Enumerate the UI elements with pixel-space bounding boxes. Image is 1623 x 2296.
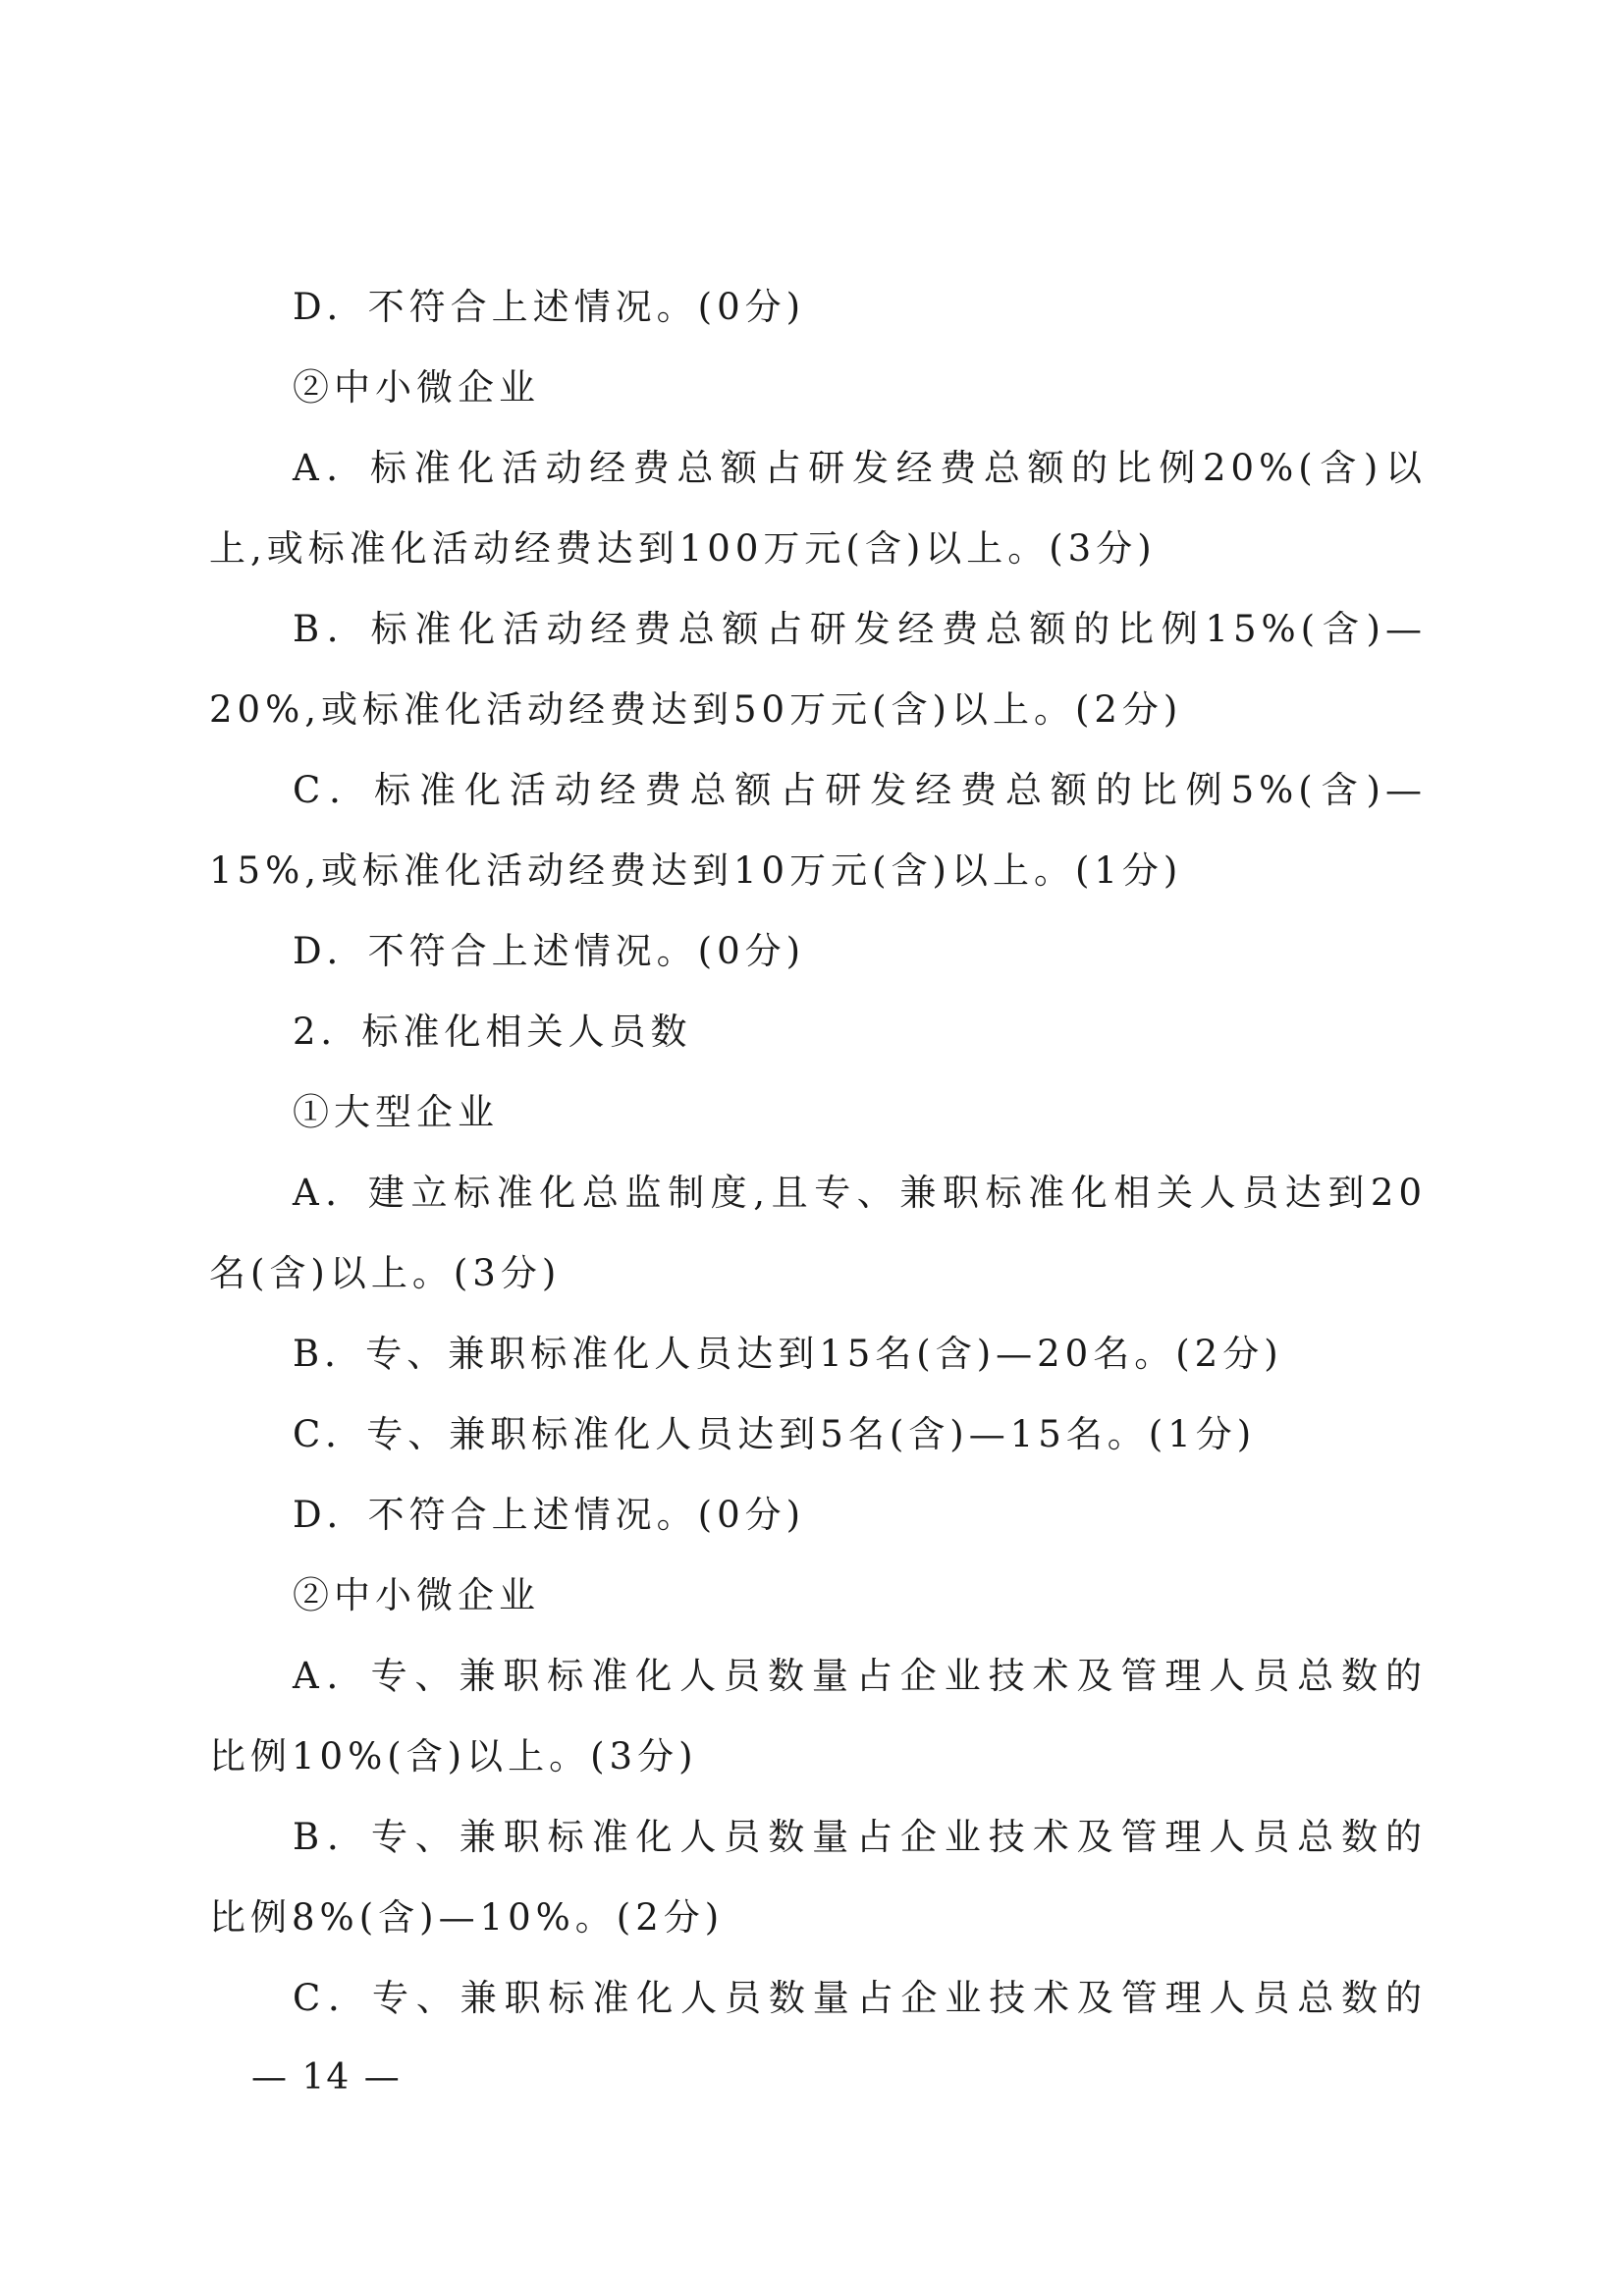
text-line: D．不符合上述情况。(0分): [293, 930, 806, 972]
text-line: 15%,或标准化活动经费达到10万元(含)以上。(1分): [209, 849, 1183, 892]
text-line: 20%,或标准化活动经费达到50万元(含)以上。(2分): [209, 688, 1183, 731]
text-line: 比例10%(含)以上。(3分): [209, 1735, 698, 1777]
text-line: C．专、兼职标准化人员达到5名(含)—15名。(1分): [293, 1413, 1257, 1455]
text-line: A．标准化活动经费总额占研发经费总额的比例20%(含)以: [293, 447, 1427, 489]
text-line: ①大型企业: [293, 1091, 499, 1133]
section-heading: 2．标准化相关人员数: [293, 1011, 692, 1053]
text-line: D．不符合上述情况。(0分): [293, 286, 806, 328]
text-line: 名(含)以上。(3分): [209, 1252, 562, 1294]
page-number: — 14 —: [251, 2057, 402, 2098]
text-line: B．标准化活动经费总额占研发经费总额的比例15%(含)—: [293, 608, 1427, 650]
text-line: A．专、兼职标准化人员数量占企业技术及管理人员总数的: [293, 1655, 1427, 1697]
text-line: D．不符合上述情况。(0分): [293, 1494, 806, 1536]
text-line: A．建立标准化总监制度,且专、兼职标准化相关人员达到20: [293, 1172, 1427, 1214]
text-line: ②中小微企业: [293, 1574, 540, 1616]
text-line: B．专、兼职标准化人员达到15名(含)—20名。(2分): [293, 1333, 1283, 1375]
text-line: ②中小微企业: [293, 366, 540, 409]
text-line: 比例8%(含)—10%。(2分): [209, 1896, 725, 1939]
text-line: 上,或标准化活动经费达到100万元(含)以上。(3分): [209, 527, 1157, 570]
text-line: B．专、兼职标准化人员数量占企业技术及管理人员总数的: [293, 1816, 1427, 1858]
text-line: C．专、兼职标准化人员数量占企业技术及管理人员总数的: [293, 1977, 1427, 2019]
text-line: C．标准化活动经费总额占研发经费总额的比例5%(含)—: [293, 769, 1427, 811]
